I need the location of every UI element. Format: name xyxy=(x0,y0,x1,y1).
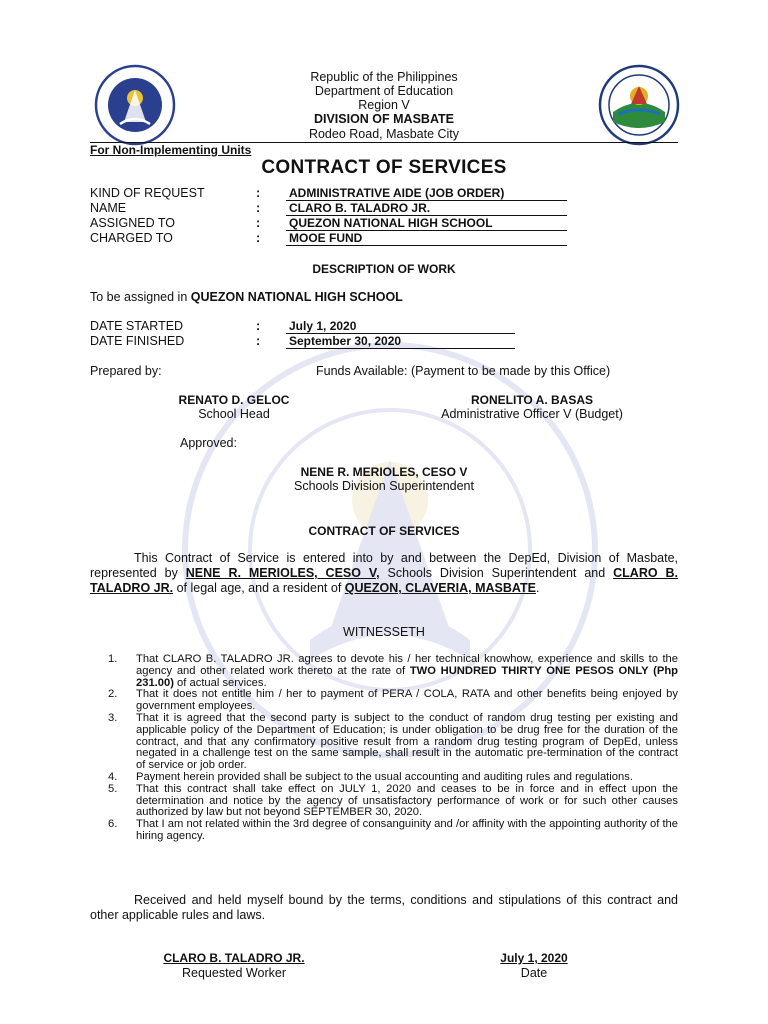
list-item: 2. That it does not entitle him / her to payment of PERA / COLA, RATA and other benefits being enjoyed by government employees. xyxy=(108,688,678,713)
contract-heading: CONTRACT OF SERVICES xyxy=(308,524,460,538)
info-colon: : xyxy=(256,231,261,245)
contract-intro xyxy=(90,551,678,596)
intro-text-3: of legal age, and a resident of xyxy=(173,581,345,595)
name-value: CLARO B. TALADRO JR. xyxy=(286,201,567,216)
approved-label: Approved: xyxy=(180,436,237,450)
header-region: Region V xyxy=(358,98,410,112)
signature-date-value: July 1, 2020 xyxy=(500,951,568,965)
date-started-value: July 1, 2020 xyxy=(286,319,515,334)
funds-available-label: Funds Available: (Payment to be made by this Office) xyxy=(316,364,611,378)
school-head-name: RENATO D. GELOC xyxy=(178,393,290,407)
clause-rate: TWO HUNDRED THIRTY ONE PESOS ONLY (Php 231.00) xyxy=(136,664,678,689)
info-label: NAME xyxy=(90,201,127,215)
info-label: CHARGED TO xyxy=(90,231,173,245)
info-colon: : xyxy=(256,201,261,215)
assignment-school: QUEZON NATIONAL HIGH SCHOOL xyxy=(190,290,403,304)
sds-name: NENE R. MERIOLES, CESO V xyxy=(300,465,468,479)
date-colon: : xyxy=(256,319,261,333)
header-address: Rodeo Road, Masbate City xyxy=(308,127,460,141)
assignment-prefix: To be assigned in xyxy=(90,290,191,304)
info-colon: : xyxy=(256,186,261,200)
intro-text-1: This Contract of Service is entered into by and between the DepEd, Division of Masbate, represented by xyxy=(90,551,678,580)
prepared-by-label: Prepared by: xyxy=(90,364,162,378)
assignment-line xyxy=(90,290,403,304)
header-department: Department of Education xyxy=(314,84,454,98)
intro-sds: NENE R. MERIOLES, CESO V, xyxy=(185,566,380,580)
sds-title: Schools Division Superintendent xyxy=(294,479,474,493)
worker-signature-name: CLARO B. TALADRO JR. xyxy=(163,951,305,965)
kind-of-request-value: ADMINISTRATIVE AIDE (JOB ORDER) xyxy=(286,186,567,201)
info-colon: : xyxy=(256,216,261,230)
budget-officer-title: Administrative Officer V (Budget) xyxy=(441,407,623,421)
header-republic: Republic of the Philippines xyxy=(310,70,458,84)
intro-text-4: . xyxy=(535,581,540,595)
list-item: 1. That CLARO B. TALADRO JR. agrees to devote his / her technical knowhow, experience and skills to the agency and other related work thereto at the rate of TWO HUNDRED THIRTY ONE PESOS ONLY (Php 231.00) of actual services. xyxy=(108,653,678,689)
date-label: DATE FINISHED xyxy=(90,334,185,348)
signature-date-label: Date xyxy=(520,966,548,980)
intro-worker: CLARO B. TALADRO JR. xyxy=(90,566,679,595)
worker-signature-title: Requested Worker xyxy=(182,966,286,980)
charged-to-value: MOOE FUND xyxy=(286,231,567,246)
intro-text-2: Schools Division Superintendent and xyxy=(379,566,614,580)
description-heading: DESCRIPTION OF WORK xyxy=(312,262,456,276)
date-colon: : xyxy=(256,334,261,348)
list-item: 6. That I am not related within the 3rd degree of consanguinity and /or affinity with the appointing authority of the hiring agency. xyxy=(108,818,678,842)
witnesseth-heading: WITNESSETH xyxy=(343,625,425,639)
list-item: 5. That this contract shall take effect on JULY 1, 2020 and ceases to be in force and in effect upon the determination and notice by the agency of unsatisfactory performance of work or for such other causes authorized by law but not beyond SEPTEMBER 30, 2020. xyxy=(108,782,678,819)
intro-residence: QUEZON, CLAVERIA, MASBATE xyxy=(344,581,536,595)
page-title: CONTRACT OF SERVICES xyxy=(261,157,507,178)
date-finished-value: September 30, 2020 xyxy=(286,334,515,349)
school-head-title: School Head xyxy=(198,407,270,421)
assigned-to-value: QUEZON NATIONAL HIGH SCHOOL xyxy=(286,216,567,231)
budget-officer-name: RONELITO A. BASAS xyxy=(470,393,593,407)
closing-statement: Received and held myself bound by the terms, conditions and stipulations of this contract and other applicable rules and laws. xyxy=(90,893,678,922)
list-item: 4. Payment herein provided shall be subject to the usual accounting and auditing rules and regulations. xyxy=(108,770,633,783)
date-label: DATE STARTED xyxy=(90,319,184,333)
form-note: For Non-Implementing Units xyxy=(90,143,252,157)
clause-list xyxy=(108,654,678,843)
info-label: KIND OF REQUEST xyxy=(90,186,205,200)
info-label: ASSIGNED TO xyxy=(90,216,175,230)
list-item: 3. That it is agreed that the second party is subject to the conduct of random drug testing per existing and applicable policy of the Department of Education; is under obligation to be drug free for the duration of the contract, and that any confirmatory positive result from a random drug testing program of DepEd, unless negated in a challenge test on the same sample, shall result in the automatic pre-termination of the contract of service or job order. xyxy=(108,711,678,772)
header-division: DIVISION OF MASBATE xyxy=(313,112,455,126)
